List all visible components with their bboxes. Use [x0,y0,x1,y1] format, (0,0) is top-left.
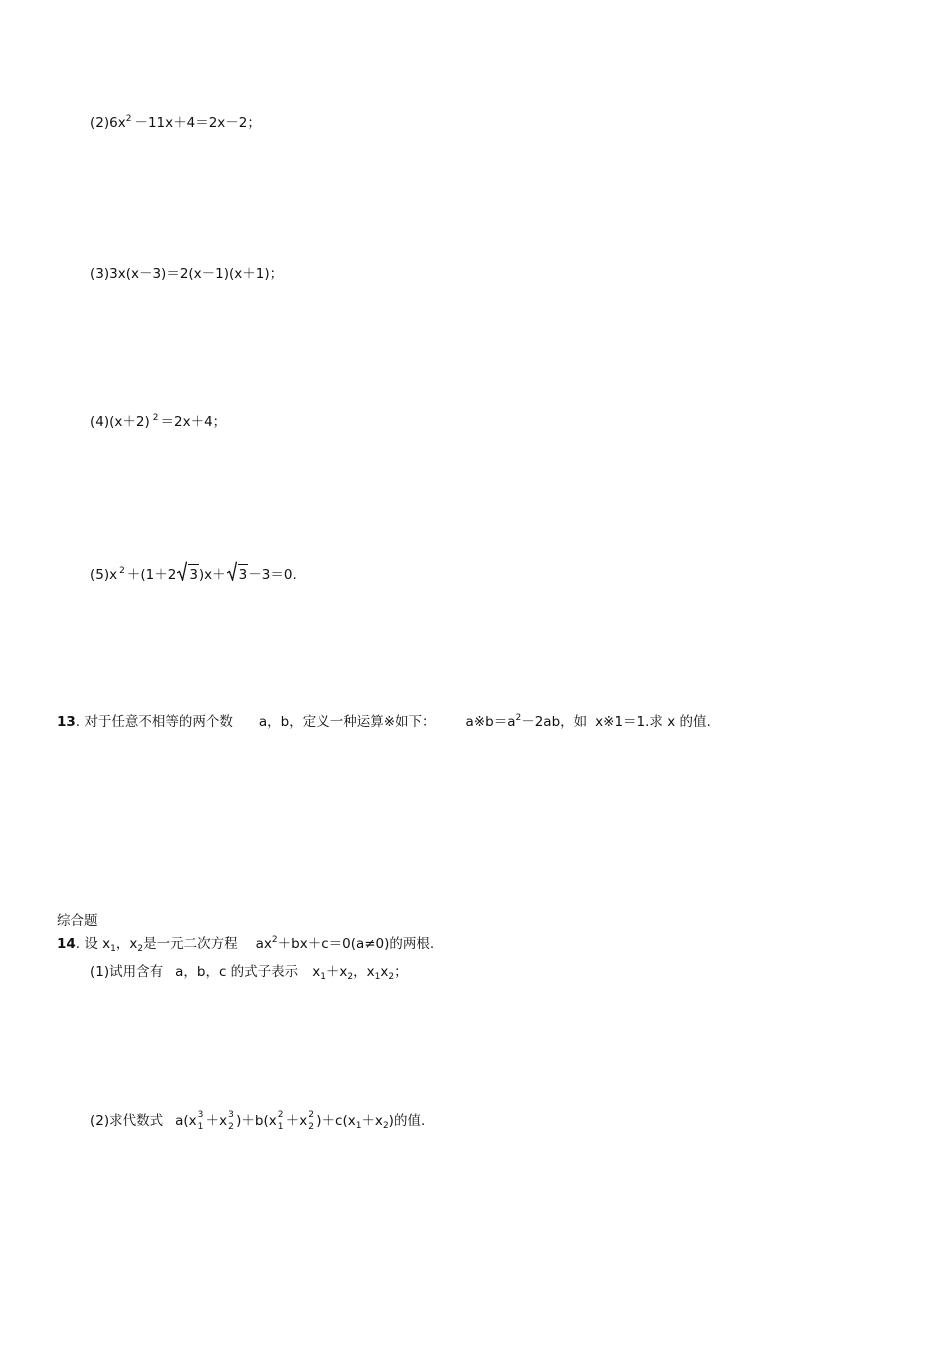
equation-text: 6x [109,115,126,131]
problem-formula: ＋x [285,1113,308,1129]
subscript: 1 [320,972,326,982]
problem-14-2 [90,1112,425,1130]
problem-formula: a(x [175,1113,197,1129]
problem-formula: ＋bx＋c＝0(a≠0)的两根. [277,936,435,952]
exponent: 2 [125,114,132,124]
exponent: 2 [515,713,522,723]
problem-formula: )＋c(x [316,1113,356,1129]
equation-12-4 [90,413,226,431]
problem-formula: －2ab，如 [521,714,588,730]
section-title [57,912,98,930]
problem-number: 14 [57,936,76,952]
problem-formula: ＋x [361,1113,383,1129]
problem-text: (1)试用含有 [90,964,164,980]
radicand: 3 [238,564,249,584]
equation-12-2 [90,114,261,132]
subscript: 1 [374,972,381,982]
equation-text: －3＝0. [248,567,297,583]
problem-formula: )的值. [388,1113,426,1129]
problem-14 [57,935,434,953]
exponent: 3 [197,1110,204,1120]
equation-text: －11x＋4＝2x－2； [134,115,261,131]
radical-sign-icon [227,561,237,581]
equation-12-3 [90,265,283,283]
equation-text: ＋(1＋2 [126,567,177,583]
exponent: 2 [119,566,125,576]
subscript: 1 [110,944,116,954]
radical-sign-icon [177,561,187,581]
exponent: 3 [228,1110,234,1120]
problem-text: a，b，c 的式子表示 [175,964,299,980]
radicand: 3 [188,564,199,584]
sup-sub-pair [197,1110,206,1132]
square-root [177,564,199,584]
equation-text: (5)x [90,567,118,583]
problem-text: x※1＝1.求 x 的值. [595,714,711,730]
subscript: 2 [382,1121,389,1131]
problem-formula: x [380,964,389,980]
problem-text: . 对于任意不相等的两个数 [75,714,233,730]
problem-13 [57,713,711,731]
problem-formula: ＋x [325,964,348,980]
problem-number: 13 [57,714,76,730]
section-title-text: 综合题 [57,913,98,929]
problem-text: . 设 x [75,936,111,952]
subscript: 2 [347,972,354,982]
exponent: 2 [271,935,278,945]
equation-text: ＝2x＋4； [160,414,227,430]
problem-formula: ； [394,964,408,980]
problem-text: (2)求代数式 [90,1113,164,1129]
problem-text: a，b，定义一种运算※如下： [258,714,436,730]
problem-formula: ，x [353,964,375,980]
subscript: 1 [197,1122,204,1132]
subscript: 1 [355,1121,362,1131]
sup-sub-pair [227,1110,236,1132]
sup-sub-pair [307,1110,316,1132]
equation-text: )x＋ [198,567,226,583]
problem-formula: )＋b(x [236,1113,277,1129]
subscript: 2 [137,944,144,954]
problem-formula: ＋x [205,1113,228,1129]
equation-text: (2) [90,115,110,131]
square-root [227,564,249,584]
problem-text: ，x [115,936,138,952]
exponent: 2 [308,1110,314,1120]
equation-text: (4)(x＋2) [90,414,150,430]
problem-text: 是一元二次方程 [143,936,238,952]
problem-formula: ax [255,936,272,952]
subscript: 2 [388,972,395,982]
exponent: 2 [152,413,159,423]
subscript: 2 [308,1122,314,1132]
problem-formula: x [312,964,321,980]
problem-14-1 [90,963,408,981]
subscript: 1 [277,1122,284,1132]
equation-text: (3)3x(x－3)＝2(x－1)(x＋1)； [90,266,284,282]
exponent: 2 [277,1110,284,1120]
equation-12-5 [90,564,297,584]
sup-sub-pair [277,1110,286,1132]
problem-formula: a※b＝a [465,714,516,730]
subscript: 2 [228,1122,234,1132]
